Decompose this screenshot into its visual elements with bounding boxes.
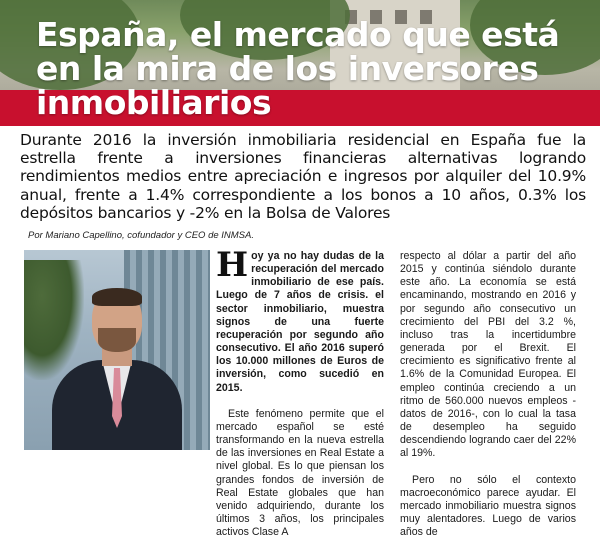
body-paragraph: Pero no sólo el contexto macroeconómico parece ayudar. El mercado inmobiliario muestra signos muy alentadores. Luego de varios años de — [400, 474, 576, 539]
article-title: España, el mercado que está en la mira de los inversores inmobiliarios — [36, 18, 596, 120]
intro-text: oy ya no hay dudas de la recuperación del mercado inmobiliario de ese país. Luego de 7 años de crisis. el sector inmobiliario, muestra signos de una fuerte recuperación por segundo año consecutivo. El año 2016 superó los 10.000 millones de Euros de inversión, como sucedió en 2015. — [216, 250, 384, 394]
hair-shape — [92, 288, 142, 306]
beard-shape — [98, 328, 136, 352]
intro-paragraph — [216, 250, 384, 395]
body-column-1 — [216, 250, 384, 539]
article-lede: Durante 2016 la inversión inmobiliaria residencial en España fue la estrella frente a inversiones financieras alternativas logrando rendimientos medios entre apreciación e ingresos por alquiler del 10.9% anual, frente a 1.4% correspondiente a los bonos a 10 años, 0.3% los depósitos bancarios y -2% en la Bolsa de Valores — [20, 131, 586, 222]
palm-shape — [24, 260, 84, 380]
body-paragraph: respecto al dólar a partir del año 2015 y continúa siéndolo durante este año. La economía se está encaminando, mostrando en 2016 y por segundo año consecutivo un crecimiento del PBI del 3.2 %, incluso tras la incertidumbre generada por el Brexit. El crecimiento es significativo frente al 1.6% de la Comunidad Europea. El empleo continúa creciendo a un ritmo de 560.000 nuevos empleos -datos de 2016-, con lo cual la tasa de desempleo ha seguido descendiendo logrando caer del 22% al 19%. — [400, 250, 576, 461]
drop-cap: H — [216, 251, 248, 279]
body-column-2 — [400, 250, 576, 539]
body-paragraph: Este fenómeno permite que el mercado español se esté transformando en la nueva estrella de las inversiones en Real Estate a nivel global. Es lo que piensan los grandes fondos de inversión de Real Estate globales que han venido adquiriendo, durante los últimos 3 años, los principales activos Clase A — [216, 408, 384, 539]
header-photo — [0, 0, 600, 126]
byline: Por Mariano Capellino, cofundador y CEO de INMSA. — [28, 230, 254, 241]
author-portrait — [24, 250, 210, 450]
